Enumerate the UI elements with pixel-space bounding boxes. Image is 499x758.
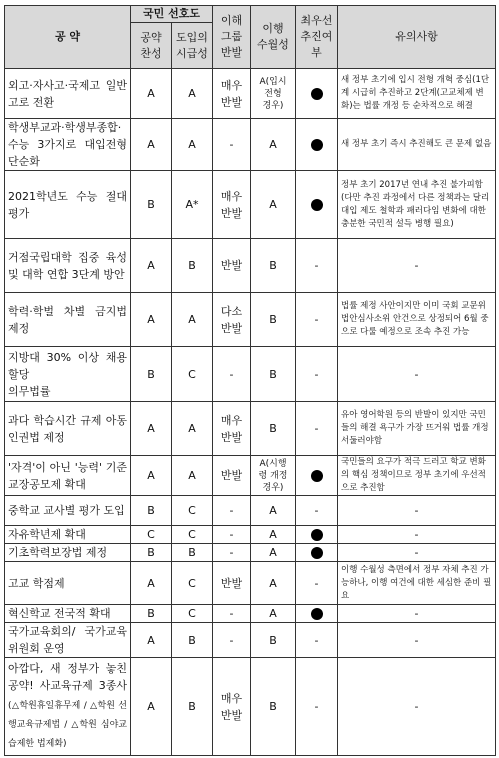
feasibility-grade: A	[251, 605, 296, 623]
priority-cell: -	[296, 239, 338, 293]
table-row	[5, 119, 496, 171]
feasibility-grade: A(시행 령 개정 경우)	[251, 456, 296, 496]
note-cell: -	[338, 526, 496, 544]
urgency-grade: A	[172, 402, 213, 456]
feasibility-grade: A	[251, 496, 296, 526]
priority-cell	[296, 605, 338, 623]
urgency-grade: A	[172, 293, 213, 347]
priority-cell: -	[296, 402, 338, 456]
priority-dot-icon	[311, 608, 323, 620]
header-urgency: 도입의 시급성	[172, 23, 213, 69]
pledge-text: 자유학년제 확대	[8, 528, 86, 541]
support-grade: A	[131, 239, 172, 293]
feasibility-grade: A(입시 전형 경우)	[251, 69, 296, 119]
note-cell: 새 정부 초기 즉시 추진해도 큰 문제 없음	[338, 119, 496, 171]
table-row	[5, 171, 496, 239]
support-grade: B	[131, 171, 172, 239]
opposition-level: 매우 반발	[213, 658, 251, 756]
pledge-text: 학력·학벌 차별 금지법 제정	[8, 304, 127, 335]
feasibility-grade: A	[251, 562, 296, 605]
priority-cell	[296, 456, 338, 496]
pledge-cell	[5, 623, 131, 658]
note-cell: -	[338, 347, 496, 402]
table-row	[5, 562, 496, 605]
priority-cell	[296, 171, 338, 239]
priority-cell: -	[296, 347, 338, 402]
opposition-level: 반발	[213, 239, 251, 293]
priority-cell: -	[296, 293, 338, 347]
pledge-cell	[5, 605, 131, 623]
table-row	[5, 623, 496, 658]
pledge-text: 중학교 교사별 평가 도입	[8, 504, 125, 517]
priority-dot-icon	[311, 199, 323, 211]
priority-cell	[296, 544, 338, 562]
feasibility-grade: A	[251, 526, 296, 544]
pledge-text: 기초학력보장법 제정	[8, 546, 108, 559]
pledge-cell	[5, 456, 131, 496]
opposition-level: 매우 반발	[213, 69, 251, 119]
support-grade: A	[131, 562, 172, 605]
pledge-cell	[5, 171, 131, 239]
support-grade: B	[131, 605, 172, 623]
support-grade: B	[131, 496, 172, 526]
header-public-preference: 국민 선호도	[131, 6, 213, 23]
priority-cell: -	[296, 623, 338, 658]
urgency-grade: B	[172, 623, 213, 658]
priority-cell	[296, 119, 338, 171]
opposition-level: -	[213, 623, 251, 658]
urgency-grade: C	[172, 562, 213, 605]
support-grade: A	[131, 119, 172, 171]
note-cell: -	[338, 623, 496, 658]
support-grade: A	[131, 402, 172, 456]
pledge-cell	[5, 526, 131, 544]
opposition-level: -	[213, 605, 251, 623]
urgency-grade: A	[172, 69, 213, 119]
pledge-text: 고교 학점제	[8, 576, 65, 590]
opposition-level: -	[213, 526, 251, 544]
priority-dot-icon	[311, 88, 323, 100]
opposition-level: 매우 반발	[213, 402, 251, 456]
feasibility-grade: B	[251, 658, 296, 756]
table-body	[5, 69, 496, 756]
feasibility-grade: B	[251, 623, 296, 658]
urgency-grade: C	[172, 605, 213, 623]
priority-dot-icon	[311, 529, 323, 541]
pledge-text: 2021학년도 수능 절대평가	[8, 189, 127, 220]
opposition-level: 다소 반발	[213, 293, 251, 347]
feasibility-grade: B	[251, 347, 296, 402]
urgency-grade: B	[172, 239, 213, 293]
pledge-text: 국가교육회의/ 국가교육위원회 운영	[8, 625, 127, 655]
urgency-grade: A	[172, 456, 213, 496]
pledge-cell	[5, 496, 131, 526]
feasibility-grade: B	[251, 239, 296, 293]
header-notes: 유의사항	[338, 6, 496, 69]
support-grade: A	[131, 456, 172, 496]
note-cell: -	[338, 496, 496, 526]
table-row	[5, 658, 496, 756]
table-row	[5, 69, 496, 119]
feasibility-grade: A	[251, 544, 296, 562]
pledge-text: '자격'이 아닌 '능력' 기준 교장공모제 확대	[8, 460, 127, 491]
header-support: 공약 찬성	[131, 23, 172, 69]
table-row	[5, 239, 496, 293]
note-cell: 정부 초기 2017년 연내 추진 불가피함 (다만 추진 과정에서 다른 정책과는 달리 대입 제도 철학과 패러다임 변화에 대한 충분한 국민적 설득 병행 필요)	[338, 171, 496, 239]
priority-cell	[296, 69, 338, 119]
urgency-grade: B	[172, 544, 213, 562]
header-interest-group: 이해 그룹 반발	[213, 6, 251, 69]
table-row	[5, 347, 496, 402]
pledge-cell	[5, 544, 131, 562]
support-grade: B	[131, 544, 172, 562]
pledge-text: 거점국립대학 집중 육성 및 대학 연합 3단계 방안	[8, 250, 127, 281]
header-pledge: 공 약	[5, 6, 131, 69]
note-cell: 이행 수월성 측면에서 정부 자체 추진 가능하나, 이행 여건에 대한 세심한 준비 필요	[338, 562, 496, 605]
priority-cell: -	[296, 562, 338, 605]
pledge-text: 외고·자사고·국제고 일반고로 전환	[8, 78, 127, 109]
support-grade: C	[131, 526, 172, 544]
note-cell: 법률 제정 사안이지만 이미 국회 교문위 법안심사소위 안건으로 상정되어 6월 중으로 다룰 예정으로 조속 추진 가능	[338, 293, 496, 347]
priority-dot-icon	[311, 547, 323, 559]
feasibility-grade: B	[251, 293, 296, 347]
pledge-cell	[5, 658, 131, 756]
table-row	[5, 456, 496, 496]
note-cell: -	[338, 658, 496, 756]
table-row	[5, 544, 496, 562]
urgency-grade: A	[172, 119, 213, 171]
support-grade: A	[131, 658, 172, 756]
feasibility-grade: A	[251, 119, 296, 171]
pledge-text: 과다 학습시간 규제 아동인권법 제정	[8, 413, 127, 444]
note-cell: -	[338, 605, 496, 623]
note-cell: -	[338, 239, 496, 293]
pledge-extra-text: (△학원휴일휴무제 / △학원 선행교육규제법 / △학원 심야교습제한 법제화)	[8, 701, 127, 749]
feasibility-grade: B	[251, 402, 296, 456]
urgency-grade: C	[172, 496, 213, 526]
urgency-grade: C	[172, 526, 213, 544]
opposition-level: -	[213, 347, 251, 402]
opposition-level: -	[213, 496, 251, 526]
pledge-text: 아깝다, 새 정부가 놓친 공약! 사교육규제 3종사	[8, 662, 127, 692]
opposition-level: 매우 반발	[213, 171, 251, 239]
header-top-priority: 최우선 추진여부	[296, 6, 338, 69]
pledge-cell	[5, 69, 131, 119]
priority-cell: -	[296, 658, 338, 756]
note-cell: 유아 영어학원 등의 반발이 있지만 국민들의 해결 욕구가 가장 뜨거워 법률 개정 서둘러야함	[338, 402, 496, 456]
pledge-cell	[5, 347, 131, 402]
note-cell: 국민들의 요구가 적극 드러고 학교 변화의 핵심 정책이므로 정부 초기에 우선적으로 추진함	[338, 456, 496, 496]
table-row	[5, 605, 496, 623]
opposition-level: 반발	[213, 562, 251, 605]
pledge-cell	[5, 293, 131, 347]
priority-dot-icon	[311, 470, 323, 482]
table-row	[5, 293, 496, 347]
urgency-grade: A*	[172, 171, 213, 239]
support-grade: A	[131, 69, 172, 119]
pledge-text: 학생부교과·학생부종합·수능 3가지로 대입전형 단순화	[8, 121, 127, 168]
opposition-level: -	[213, 544, 251, 562]
pledge-text: 지방대 30% 이상 채용할당 의무법률	[8, 350, 127, 398]
opposition-level: -	[213, 119, 251, 171]
feasibility-grade: A	[251, 171, 296, 239]
support-grade: B	[131, 347, 172, 402]
priority-cell: -	[296, 496, 338, 526]
priority-cell	[296, 526, 338, 544]
support-grade: A	[131, 623, 172, 658]
table-row	[5, 526, 496, 544]
pledge-text: 혁신학교 전국적 확대	[8, 607, 111, 620]
header-feasibility: 이행 수월성	[251, 6, 296, 69]
pledge-cell	[5, 402, 131, 456]
pledge-cell	[5, 239, 131, 293]
pledge-priority-table	[4, 5, 496, 756]
table-row	[5, 402, 496, 456]
pledge-cell	[5, 119, 131, 171]
urgency-grade: B	[172, 658, 213, 756]
priority-dot-icon	[311, 139, 323, 151]
pledge-cell	[5, 562, 131, 605]
opposition-level: 반발	[213, 456, 251, 496]
urgency-grade: C	[172, 347, 213, 402]
note-cell: 새 정부 초기에 입시 전형 개혁 중심(1단계 시급히 추진하고 2단계(고교체제 변화)는 법률 개정 등 순차적으로 해결	[338, 69, 496, 119]
table-row	[5, 496, 496, 526]
note-cell: -	[338, 544, 496, 562]
support-grade: A	[131, 293, 172, 347]
